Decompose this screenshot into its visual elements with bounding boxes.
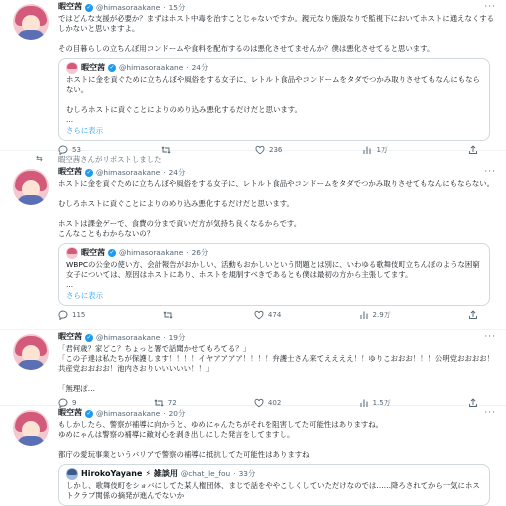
- retweet-count: 72: [167, 398, 177, 407]
- quote-header: [66, 63, 482, 74]
- quote-text: ホストに金を貢ぐために立ちんぼや風俗をする女子に、レトルト食品やコンドームをタダでつかみ取りさせてもなんにもならない。 むしろホストに貢ぐことによりのめり込み悪化するだけだと思います。 ...: [66, 74, 480, 124]
- author-handle: @himasoraakane: [96, 167, 161, 177]
- timestamp[interactable]: 20分: [168, 408, 186, 418]
- separator-dot: ·: [186, 63, 189, 73]
- views-count: 1.5万: [372, 398, 391, 407]
- retweet-icon: ⇆: [36, 154, 43, 163]
- timestamp[interactable]: 15分: [168, 2, 186, 12]
- verified-icon: ✓: [86, 168, 92, 176]
- tweet[interactable]: [0, 406, 506, 506]
- avatar[interactable]: [13, 334, 49, 370]
- reply-button[interactable]: [58, 310, 85, 320]
- verified-icon: ✓: [109, 64, 115, 72]
- quoted-tweet[interactable]: [58, 243, 490, 306]
- views-button[interactable]: [359, 310, 391, 320]
- tweet[interactable]: [0, 0, 506, 154]
- quote-author-tag: ⚡ 雑談用: [145, 469, 178, 479]
- author-handle: @himasoraakane: [96, 2, 161, 12]
- quote-timestamp: 26分: [191, 248, 209, 258]
- tweet-text: ではどんな支援が必要か？まずはホスト中毒を治すことじゃないですか。親元なり施設なりで監視下においてホストに通えなくするしかないと思いますよ。 その目暮らしの立ちんぼ用コンドームや食料を配布するのは悪化させてませんか？僕は悪化させてると思います。: [58, 14, 495, 53]
- avatar[interactable]: [13, 169, 49, 205]
- views-count: 2.9万: [372, 310, 391, 319]
- author-handle: @himasoraakane: [96, 408, 161, 418]
- avatar[interactable]: [13, 4, 49, 40]
- author-name[interactable]: 暇空茜: [58, 2, 82, 12]
- reply-count: 115: [72, 310, 86, 319]
- tweet-header: [58, 167, 498, 178]
- quote-text: WBPCの公金の使い方、会計報告がおかしい、活動もおかしいという問題とは別に、いわゆる歌舞伎町立ちんぼのような困窮女子については、原因はホストにあり、ホストを規制すべきであるとも僕は最初の方から主張してます。 ...: [66, 259, 480, 289]
- separator-dot: ·: [186, 248, 189, 258]
- author-name[interactable]: 暇空茜: [58, 167, 82, 177]
- tweet-header: [58, 408, 498, 419]
- quote-timestamp: 33分: [238, 469, 256, 479]
- analytics-icon: [359, 310, 369, 320]
- quoted-tweet[interactable]: [58, 464, 490, 506]
- share-icon: [468, 310, 478, 320]
- separator-dot: ·: [163, 408, 166, 418]
- like-count: 474: [267, 310, 282, 319]
- quote-author-name: 暇空茜: [81, 248, 105, 257]
- views-count: 1万: [376, 145, 388, 154]
- author-handle: @himasoraakane: [96, 332, 161, 342]
- more-options-icon[interactable]: ···: [484, 167, 496, 177]
- quote-header: [66, 469, 482, 480]
- retweet-icon: [163, 310, 173, 320]
- timestamp[interactable]: 24分: [168, 167, 186, 177]
- separator-dot: ·: [163, 332, 166, 342]
- quote-author-handle: @himasoraakane: [119, 248, 184, 258]
- quote-avatar: [66, 62, 78, 74]
- like-button[interactable]: [254, 310, 281, 320]
- more-options-icon[interactable]: ···: [484, 2, 496, 12]
- tweet-header: [58, 332, 498, 343]
- quote-header: [66, 248, 482, 259]
- tweet-actions: [58, 310, 478, 321]
- tweet[interactable]: [0, 330, 506, 406]
- tweet-text: ホストに金を貢ぐために立ちんぼや風俗をする女子に、レトルト食品やコンドームをタダでつかみ取りさせてもなんにもならない。 むしろホストに貢ぐことによりのめり込み悪化するだけだと思います。 ホストは課金ゲーで、食費の分まで貢いだ方が気持ち良くなるからです。 こんなこともわからないの？: [58, 179, 495, 238]
- quote-text: しかし、歌舞伎町をショバにしてた某人権団体、まじで話をややこしくしていただけなのでは……降ろされてから一気にホストクラブ関係の摘発が進んでないか: [66, 480, 480, 500]
- author-name[interactable]: 暇空茜: [58, 408, 82, 418]
- separator-dot: ·: [163, 167, 166, 177]
- verified-icon: ✓: [86, 409, 92, 417]
- separator-dot: ·: [233, 469, 236, 479]
- share-button[interactable]: [468, 310, 478, 320]
- more-options-icon[interactable]: ···: [484, 332, 496, 342]
- quoted-tweet[interactable]: [58, 58, 490, 141]
- tweet[interactable]: [0, 165, 506, 330]
- verified-icon: ✓: [86, 333, 92, 341]
- tweet-text: 「君何歳？家どこ？ちょっと署で話聞かせてもろてる？」 「この子達は私たちが保護します！！！！イヤアアアア！！！！弁護士さん来てええええ！！ゆりこおおお！！！公明党おおおお！共産党おおおお！池内さおりいいいいい！！」 「無理ぽ…: [58, 344, 495, 393]
- avatar[interactable]: [13, 410, 49, 446]
- tweet-header: [58, 2, 498, 13]
- heart-icon: [254, 310, 264, 320]
- quote-timestamp: 24分: [191, 63, 209, 73]
- quote-author-handle: @chat_le_fou: [180, 469, 231, 479]
- reply-count: 53: [72, 145, 81, 154]
- quote-author-name: 暇空茜: [81, 63, 105, 73]
- tweet-text: もしかしたら、警察が補導に向かうと、ゆめにゃんたちがそれを阻害してた可能性はありますね。 ゆめにゃんは警察の補導に敵対心を剥き出しにした発言をしてますし。 都庁の愛玩事業というバリアで警察の補導に抵抗してた可能性はありますね: [58, 420, 384, 459]
- show-more-link[interactable]: さらに表示: [66, 290, 103, 300]
- author-name[interactable]: 暇空茜: [58, 332, 82, 342]
- verified-icon: ✓: [109, 249, 115, 257]
- quote-author-handle: @himasoraakane: [119, 63, 184, 73]
- reply-icon: [58, 310, 68, 320]
- quote-avatar: [66, 247, 78, 259]
- verified-icon: ✓: [86, 3, 92, 11]
- reply-count: 9: [72, 398, 77, 407]
- like-count: 236: [269, 145, 283, 154]
- more-options-icon[interactable]: ···: [484, 408, 496, 418]
- quote-author-name: HirokoYayane: [81, 469, 143, 479]
- separator-dot: ·: [163, 2, 166, 12]
- show-more-link[interactable]: さらに表示: [66, 125, 103, 135]
- timestamp[interactable]: 19分: [168, 332, 186, 342]
- like-count: 402: [267, 398, 282, 407]
- retweet-button[interactable]: [163, 310, 177, 320]
- quote-avatar: [66, 468, 78, 480]
- retweet-label: [0, 151, 506, 165]
- retweeted-by-text[interactable]: 暇空茜さんがリポストしました: [58, 155, 162, 164]
